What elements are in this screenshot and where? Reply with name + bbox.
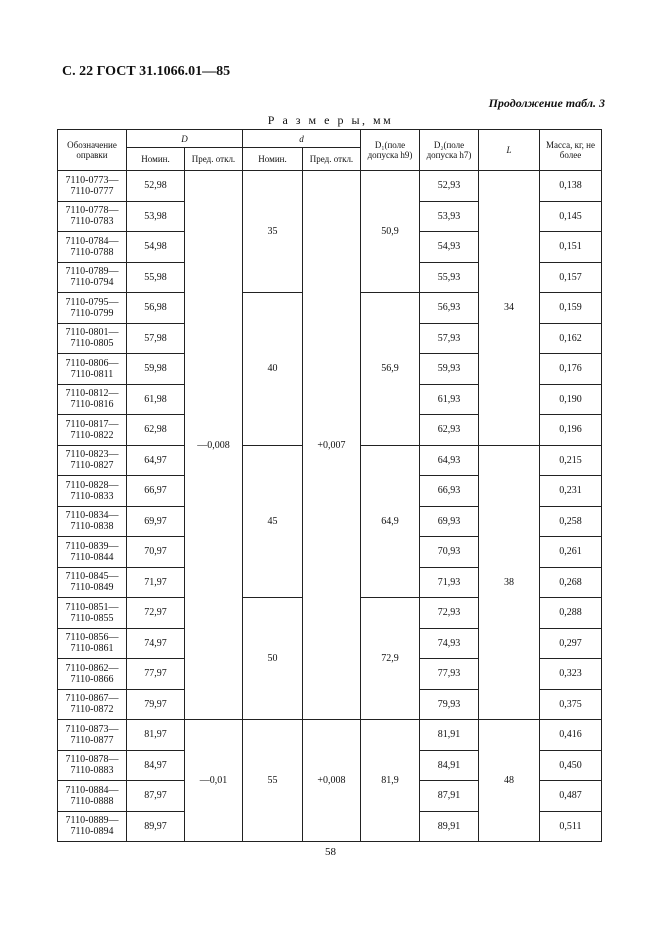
d-deviation-cell: +0,007 — [303, 171, 361, 720]
header-D-deviation: Пред. откл. — [185, 148, 243, 171]
designation-cell — [58, 415, 127, 446]
d-nominal-cell: 45 — [243, 445, 303, 598]
D-nominal-cell: 56,98 — [127, 293, 185, 324]
designation-cell — [58, 750, 127, 781]
D2-cell: 66,93 — [420, 476, 479, 507]
D2-cell: 77,93 — [420, 659, 479, 690]
header-D-nominal: Номин. — [127, 148, 185, 171]
page-header: С. 22 ГОСТ 31.1066.01—85 — [62, 64, 231, 79]
mass-cell: 0,138 — [540, 171, 602, 202]
D-nominal-cell: 59,98 — [127, 354, 185, 385]
designation-code-start: 7110-0823— — [65, 449, 119, 461]
D-nominal-cell: 62,98 — [127, 415, 185, 446]
mass-cell: 0,190 — [540, 384, 602, 415]
D1-cell: 56,9 — [361, 293, 420, 446]
D-nominal-cell: 84,97 — [127, 750, 185, 781]
designation-code-end: 7110-0877 — [70, 734, 114, 746]
D-nominal-cell: 61,98 — [127, 384, 185, 415]
table-body — [58, 171, 602, 842]
designation-cell — [58, 567, 127, 598]
D-nominal-cell: 74,97 — [127, 628, 185, 659]
D-nominal-cell: 52,98 — [127, 171, 185, 202]
D2-cell: 71,93 — [420, 567, 479, 598]
D-nominal-cell: 71,97 — [127, 567, 185, 598]
L-cell: 38 — [479, 445, 540, 720]
mass-cell: 0,215 — [540, 445, 602, 476]
designation-cell — [58, 689, 127, 720]
page-number: 58 — [325, 846, 336, 858]
d-deviation-cell: +0,008 — [303, 720, 361, 842]
D2-cell: 74,93 — [420, 628, 479, 659]
L-cell: 48 — [479, 720, 540, 842]
mass-cell: 0,487 — [540, 781, 602, 812]
designation-code-start: 7110-0812— — [65, 388, 119, 400]
D2-cell: 70,93 — [420, 537, 479, 568]
sizes-caption: Р а з м е р ы, мм — [267, 113, 394, 127]
mass-cell: 0,157 — [540, 262, 602, 293]
mass-cell: 0,151 — [540, 232, 602, 263]
D2-cell: 84,91 — [420, 750, 479, 781]
D-nominal-cell: 79,97 — [127, 689, 185, 720]
designation-code-end: 7110-0849 — [70, 582, 114, 594]
header-D2: D₂(поле допуска h7) — [420, 130, 479, 171]
designation-code-end: 7110-0855 — [70, 612, 114, 624]
designation-code-end: 7110-0816 — [70, 399, 114, 411]
designation-cell — [58, 537, 127, 568]
designation-code-end: 7110-0861 — [70, 643, 114, 655]
D2-cell: 81,91 — [420, 720, 479, 751]
header-L: L — [479, 130, 540, 171]
mass-cell: 0,145 — [540, 201, 602, 232]
mass-cell: 0,258 — [540, 506, 602, 537]
D2-cell: 69,93 — [420, 506, 479, 537]
designation-cell — [58, 598, 127, 629]
designation-cell — [58, 720, 127, 751]
designation-code-start: 7110-0884— — [65, 784, 119, 796]
designation-code-start: 7110-0862— — [65, 662, 119, 674]
designation-code-start: 7110-0795— — [65, 296, 119, 308]
L-cell: 34 — [479, 171, 540, 446]
D2-cell: 55,93 — [420, 262, 479, 293]
designation-code-start: 7110-0834— — [65, 510, 119, 522]
designation-code-start: 7110-0856— — [65, 632, 119, 644]
mass-cell: 0,511 — [540, 811, 602, 842]
mass-cell: 0,162 — [540, 323, 602, 354]
D-nominal-cell: 70,97 — [127, 537, 185, 568]
header-d: d — [243, 130, 361, 148]
mass-cell: 0,375 — [540, 689, 602, 720]
designation-code-start: 7110-0789— — [65, 266, 119, 278]
designation-code-end: 7110-0833 — [70, 490, 114, 502]
d-nominal-cell: 35 — [243, 171, 303, 293]
designation-cell — [58, 781, 127, 812]
designation-code-start: 7110-0878— — [65, 754, 119, 766]
designation-code-start: 7110-0845— — [65, 571, 119, 583]
designation-code-start: 7110-0773— — [65, 174, 119, 186]
designation-code-end: 7110-0872 — [70, 704, 114, 716]
header-D: D — [127, 130, 243, 148]
D-nominal-cell: 66,97 — [127, 476, 185, 507]
D2-cell: 61,93 — [420, 384, 479, 415]
D-nominal-cell: 54,98 — [127, 232, 185, 263]
d-nominal-cell: 55 — [243, 720, 303, 842]
d-nominal-cell: 50 — [243, 598, 303, 720]
mass-cell: 0,288 — [540, 598, 602, 629]
designation-cell — [58, 445, 127, 476]
designation-cell — [58, 811, 127, 842]
designation-code-end: 7110-0805 — [70, 338, 114, 350]
D2-cell: 52,93 — [420, 171, 479, 202]
table-continuation-label: Продолжение табл. 3 — [488, 96, 605, 110]
mass-cell: 0,323 — [540, 659, 602, 690]
designation-cell — [58, 628, 127, 659]
designation-cell — [58, 232, 127, 263]
designation-code-end: 7110-0838 — [70, 521, 114, 533]
designation-code-end: 7110-0794 — [70, 277, 114, 289]
mass-cell: 0,231 — [540, 476, 602, 507]
d-nominal-cell: 40 — [243, 293, 303, 446]
mass-cell: 0,416 — [540, 720, 602, 751]
designation-code-end: 7110-0788 — [70, 246, 114, 258]
designation-code-end: 7110-0883 — [70, 765, 114, 777]
D2-cell: 72,93 — [420, 598, 479, 629]
header-d-deviation: Пред. откл. — [303, 148, 361, 171]
D1-cell: 64,9 — [361, 445, 420, 598]
D2-cell: 56,93 — [420, 293, 479, 324]
designation-code-start: 7110-0873— — [65, 723, 119, 735]
designation-code-end: 7110-0799 — [70, 307, 114, 319]
header-D1: D₁(поле допуска h9) — [361, 130, 420, 171]
D2-cell: 79,93 — [420, 689, 479, 720]
D-nominal-cell: 55,98 — [127, 262, 185, 293]
header-d-nominal: Номин. — [243, 148, 303, 171]
designation-cell — [58, 506, 127, 537]
mass-cell: 0,261 — [540, 537, 602, 568]
D2-cell: 87,91 — [420, 781, 479, 812]
D-nominal-cell: 57,98 — [127, 323, 185, 354]
D2-cell: 64,93 — [420, 445, 479, 476]
designation-code-end: 7110-0888 — [70, 795, 114, 807]
D-deviation-cell: —0,008 — [185, 171, 243, 720]
D2-cell: 57,93 — [420, 323, 479, 354]
designation-cell — [58, 323, 127, 354]
mandrel-dimensions-table — [57, 129, 602, 842]
designation-code-end: 7110-0777 — [70, 185, 114, 197]
designation-code-start: 7110-0806— — [65, 357, 119, 369]
designation-cell — [58, 293, 127, 324]
designation-cell — [58, 171, 127, 202]
D2-cell: 53,93 — [420, 201, 479, 232]
D1-cell: 81,9 — [361, 720, 420, 842]
designation-code-end: 7110-0822 — [70, 429, 114, 441]
designation-code-start: 7110-0828— — [65, 479, 119, 491]
D1-cell: 72,9 — [361, 598, 420, 720]
D-nominal-cell: 81,97 — [127, 720, 185, 751]
D-nominal-cell: 89,97 — [127, 811, 185, 842]
designation-cell — [58, 262, 127, 293]
D-deviation-cell: —0,01 — [185, 720, 243, 842]
designation-code-start: 7110-0867— — [65, 693, 119, 705]
designation-cell — [58, 659, 127, 690]
designation-code-start: 7110-0801— — [65, 327, 119, 339]
D2-cell: 89,91 — [420, 811, 479, 842]
designation-code-end: 7110-0844 — [70, 551, 114, 563]
D-nominal-cell: 53,98 — [127, 201, 185, 232]
designation-code-start: 7110-0778— — [65, 205, 119, 217]
designation-code-end: 7110-0894 — [70, 826, 114, 838]
designation-code-start: 7110-0839— — [65, 540, 119, 552]
header-mass: Масса, кг, не более — [540, 130, 602, 171]
designation-cell — [58, 354, 127, 385]
designation-code-start: 7110-0889— — [65, 815, 119, 827]
D1-cell: 50,9 — [361, 171, 420, 293]
table-row — [58, 720, 602, 751]
designation-cell — [58, 384, 127, 415]
designation-code-end: 7110-0866 — [70, 673, 114, 685]
table-row — [58, 171, 602, 202]
D2-cell: 62,93 — [420, 415, 479, 446]
D-nominal-cell: 69,97 — [127, 506, 185, 537]
designation-code-start: 7110-0784— — [65, 235, 119, 247]
mass-cell: 0,196 — [540, 415, 602, 446]
mass-cell: 0,176 — [540, 354, 602, 385]
designation-cell — [58, 201, 127, 232]
designation-code-end: 7110-0783 — [70, 216, 114, 228]
designation-code-end: 7110-0827 — [70, 460, 114, 472]
D2-cell: 59,93 — [420, 354, 479, 385]
designation-code-end: 7110-0811 — [70, 368, 114, 380]
D2-cell: 54,93 — [420, 232, 479, 263]
designation-cell — [58, 476, 127, 507]
header-designation: Обозначение оправки — [58, 130, 127, 171]
mass-cell: 0,268 — [540, 567, 602, 598]
mass-cell: 0,450 — [540, 750, 602, 781]
mass-cell: 0,159 — [540, 293, 602, 324]
D-nominal-cell: 87,97 — [127, 781, 185, 812]
mass-cell: 0,297 — [540, 628, 602, 659]
D-nominal-cell: 77,97 — [127, 659, 185, 690]
designation-code-start: 7110-0817— — [65, 418, 119, 430]
D-nominal-cell: 64,97 — [127, 445, 185, 476]
D-nominal-cell: 72,97 — [127, 598, 185, 629]
designation-code-start: 7110-0851— — [65, 601, 119, 613]
